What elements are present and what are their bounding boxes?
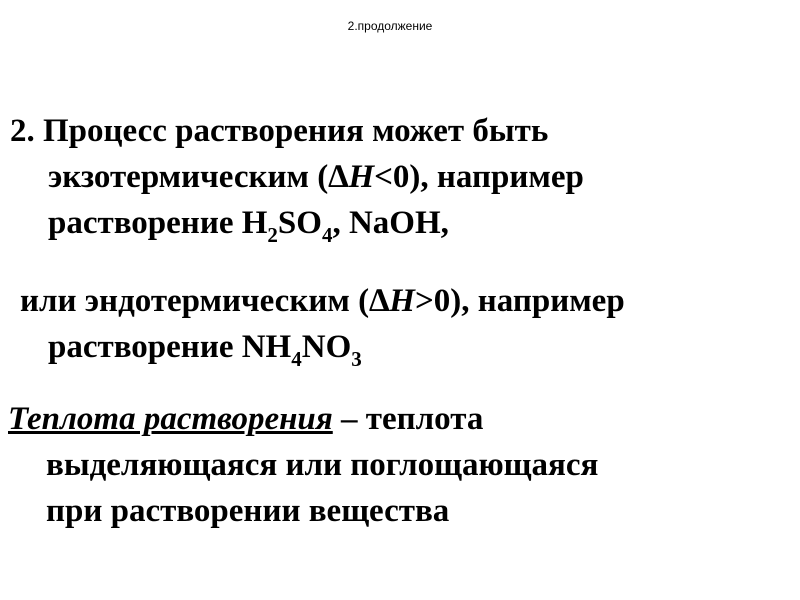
paragraph-exothermic [10,108,584,246]
p2-line-2-a: растворение NH [48,329,292,365]
enthalpy-symbol: H [348,159,375,195]
p2-line-2-b: NO [301,329,352,365]
list-number: 2. [10,113,35,149]
p1-line-2-b: <0), например [374,159,584,195]
slide-header: 2.продолжение [347,19,433,33]
p1-line-3-c: , NaOH, [332,205,449,241]
subscript: 3 [351,347,362,371]
p1-line-2-a: экзотермическим ( [48,159,329,195]
defined-term: Теплота растворения [8,401,333,437]
p2-line-2 [20,324,625,370]
paragraph-heat-of-solution [8,396,598,534]
p2-line-1-b: >0), например [414,283,625,319]
p1-line-2 [10,154,584,200]
p1-line-3-a: растворение H [48,205,268,241]
p1-line-3-b: SO [277,205,322,241]
p3-line-2: выделяющаяся или поглощающаяся [46,447,599,483]
delta-symbol: ∆ [328,159,349,195]
subscript: 4 [291,347,302,371]
p2-line-1-a: или эндотермическим ( [20,283,370,319]
p1-line-3 [10,200,584,246]
delta-symbol: ∆ [369,283,390,319]
p2-line-1 [20,278,625,324]
subscript: 2 [267,223,278,247]
enthalpy-symbol: H [389,283,415,319]
p1-line-1-text: Процесс растворения может быть [43,113,549,149]
paragraph-endothermic [20,278,625,370]
p3-line-3: при растворении вещества [46,493,450,529]
p1-line-1 [10,108,584,154]
p3-line-1-rest: – теплота [332,401,484,437]
p3-line-1 [8,396,598,442]
subscript: 4 [321,223,333,247]
